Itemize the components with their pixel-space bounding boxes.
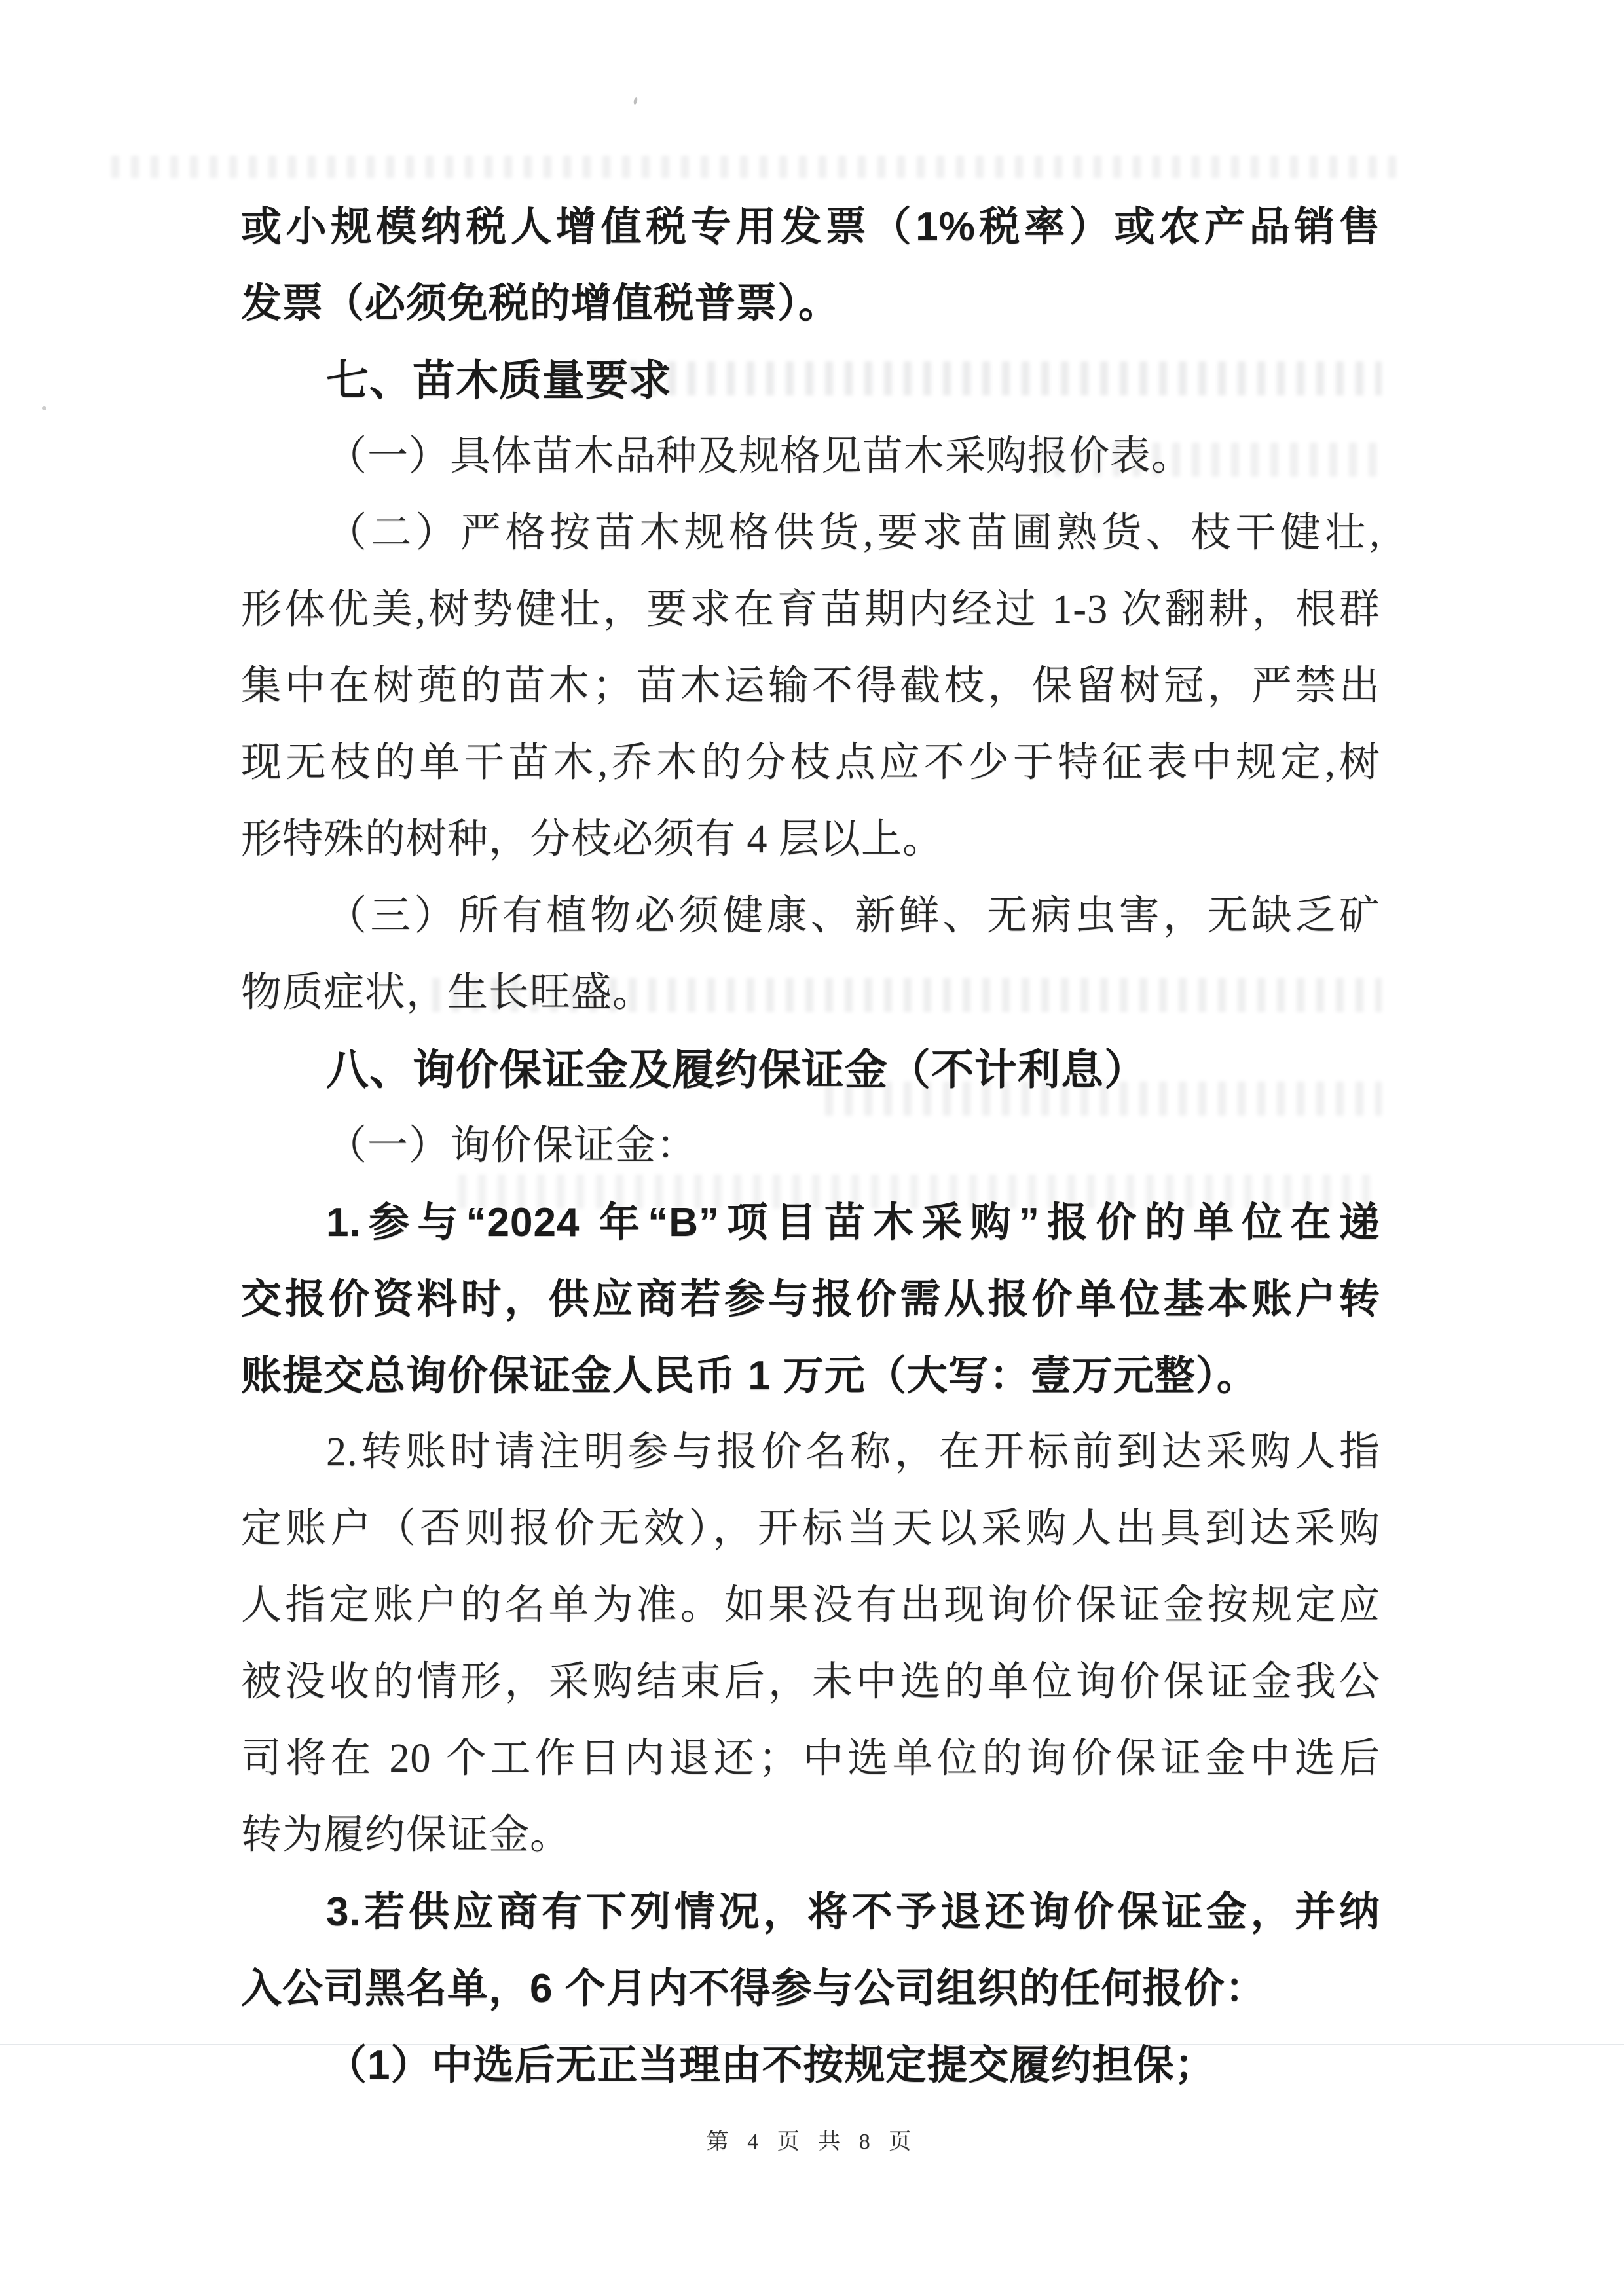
clause-1-line-3: 账提交总询价保证金人民币 1 万元（大写：壹万元整）。: [241, 1353, 1258, 1398]
clause-1-line-1: 1.参与“2024 年“B”项目苗木采购”报价的单位在递: [326, 1200, 1380, 1245]
heading-section-7: 七、苗木质量要求: [326, 356, 673, 404]
item-7-1: （一）具体苗木品种及规格见苗木采购报价表。: [326, 434, 1193, 479]
scan-speck-artifact: [633, 97, 638, 105]
clause-2-line-2: 定账户（否则报价无效），开标当天以采购人出具到达采购: [241, 1506, 1380, 1551]
clause-2-line-5: 司将在 20 个工作日内退还；中选单位的询价保证金中选后: [241, 1736, 1380, 1781]
para-invoice-cont-line: 或小规模纳税人增值税专用发票（1%税率）或农产品销售: [241, 204, 1380, 249]
subitem-1: （1）中选后无正当理由不按规定提交履约担保；: [326, 2043, 1216, 2088]
heading-section-8: 八、询价保证金及履约保证金（不计利息）: [326, 1046, 1148, 1093]
clause-3-line-1: 3.若供应商有下列情况，将不予退还询价保证金，并纳: [326, 1889, 1380, 1935]
clause-2-line-4: 被没收的情形，采购结束后，未中选的单位询价保证金我公: [241, 1660, 1380, 1704]
item-7-3-line-2: 物质症状，生长旺盛。: [241, 970, 654, 1015]
item-7-2-line-2: 形体优美,树势健壮，要求在育苗期内经过 1-3 次翻耕，根群: [241, 587, 1380, 632]
clause-2-line-1: 2.转账时请注明参与报价名称，在开标前到达采购人指: [326, 1430, 1380, 1474]
clause-2-line-6: 转为履约保证金。: [241, 1813, 572, 1857]
item-7-2-line-1: （二）严格按苗木规格供货,要求苗圃熟货、枝干健壮,: [326, 511, 1380, 555]
item-7-2-line-5: 形特殊的树种，分枝必须有 4 层以上。: [241, 817, 944, 862]
document-body: [241, 189, 1380, 2104]
para-invoice-end-line: 发票（必须免税的增值税普票）。: [241, 281, 840, 326]
clause-2-line-3: 人指定账户的名单为准。如果没有出现询价保证金按规定应: [241, 1583, 1380, 1628]
clause-1-line-2: 交报价资料时，供应商若参与报价需从报价单位基本账户转: [241, 1277, 1380, 1322]
item-7-3-line-1: （三）所有植物必须健康、新鲜、无病虫害，无缺乏矿: [326, 894, 1380, 938]
item-7-2-line-4: 现无枝的单干苗木,乔木的分枝点应不少于特征表中规定,树: [241, 740, 1380, 785]
item-8-1: （一）询价保证金：: [326, 1123, 698, 1168]
clause-3-line-2: 入公司黑名单，6 个月内不得参与公司组织的任何报价：: [241, 1966, 1266, 2011]
page-number: 第 4 页 共 8 页: [706, 2130, 918, 2154]
scan-speck-artifact: [42, 406, 46, 410]
scan-ghost-artifact: [111, 156, 1408, 178]
item-7-2-line-3: 集中在树蔸的苗木；苗木运输不得截枝，保留树冠，严禁出: [241, 664, 1380, 708]
